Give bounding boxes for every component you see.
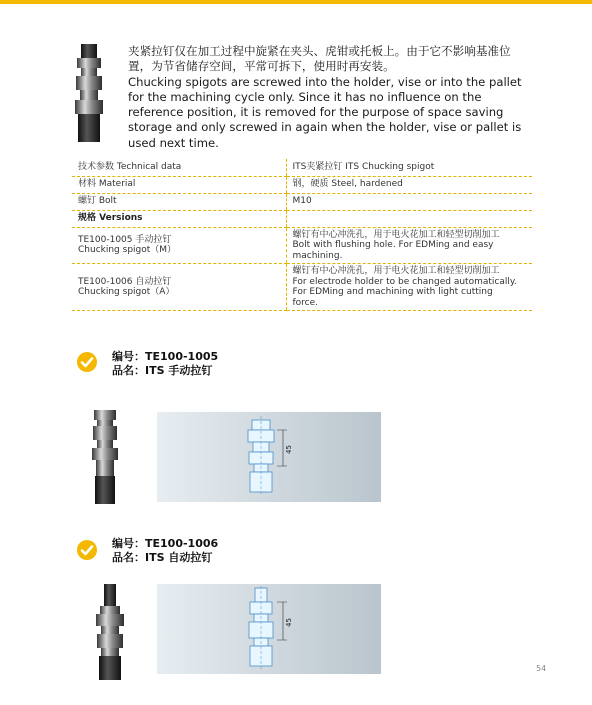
- spec-table: [72, 159, 532, 311]
- table-row: [72, 227, 532, 264]
- top-accent-bar: [0, 0, 592, 4]
- desc-line: machining.: [292, 250, 343, 261]
- product2-photo: [92, 584, 128, 680]
- version-desc: [286, 227, 532, 264]
- version-desc: [286, 264, 532, 311]
- technical-drawing: [157, 412, 381, 502]
- intro-line: storage and only screwed in again when the holder, vise or pallet is: [128, 120, 522, 135]
- table-row: [72, 159, 532, 176]
- table-row: [72, 193, 532, 210]
- dimension-label: 45: [285, 445, 293, 454]
- intro-line: reference position, it is removed for the purpose of space saving: [128, 105, 504, 120]
- table-row: [72, 210, 532, 227]
- desc-line: 螺钉有中心冲洗孔，用于电火花加工和轻型切削加工: [292, 266, 500, 276]
- desc-line: 螺钉有中心冲洗孔，用于电火花加工和轻型切削加工: [292, 229, 500, 240]
- product-name: 品名：ITS 手动拉钉: [112, 364, 213, 377]
- technical-drawing: [157, 584, 381, 674]
- version-type: Chucking spigot（A）: [78, 287, 175, 297]
- spec-value-empty: [286, 210, 532, 227]
- intro-line: used next time.: [128, 135, 219, 150]
- desc-line: Bolt with flushing hole. For EDMing and easy: [292, 240, 494, 250]
- product2-title: [112, 537, 218, 565]
- product-code: 编号：TE100-1005: [112, 350, 219, 363]
- intro-text: [128, 44, 548, 151]
- version-type: Chucking spigot（M）: [78, 245, 177, 256]
- check-circle-icon: [76, 539, 98, 561]
- version-code: TE100-1006 自动拉钉: [78, 276, 172, 287]
- intro-line: 夹紧拉钉仅在加工过程中旋紧在夹头、虎钳或托板上。由于它不影响基准位: [128, 44, 511, 58]
- check-circle-icon: [76, 351, 98, 373]
- version-code: TE100-1005 手动拉钉: [78, 234, 172, 245]
- product1-title: [112, 350, 218, 378]
- spec-label: 螺钉 Bolt: [72, 193, 286, 210]
- table-row: [72, 176, 532, 193]
- version-label: [72, 227, 286, 264]
- spec-label: 材料 Material: [72, 176, 286, 193]
- intro-line: Chucking spigots are screwed into the holder, vise or into the pallet: [128, 74, 522, 89]
- product-code: 编号：TE100-1006: [112, 537, 219, 550]
- product1-drawing: [157, 412, 381, 502]
- spec-label: 技术参数 Technical data: [72, 159, 286, 176]
- dimension-label: 45: [285, 618, 293, 627]
- desc-line: force.: [292, 297, 319, 308]
- product-name: 品名：ITS 自动拉钉: [112, 551, 213, 564]
- intro-line: for the machining cycle only. Since it has no influence on the: [128, 89, 482, 104]
- versions-header: 规格 Versions: [72, 210, 286, 227]
- page-number: 54: [536, 664, 547, 673]
- desc-line: For EDMing and machining with light cutting: [292, 287, 493, 297]
- spec-value: M10: [286, 193, 532, 210]
- intro-line: 置，为节省储存空间，平常可拆下，使用时再安装。: [128, 59, 395, 74]
- spigot-hero-image: [68, 44, 110, 144]
- table-row: [72, 264, 532, 311]
- spec-value: ITS夹紧拉钉 ITS Chucking spigot: [286, 159, 532, 176]
- version-label: [72, 264, 286, 311]
- product2-drawing: [157, 584, 381, 674]
- spec-value: 钢，硬质 Steel, hardened: [286, 176, 532, 193]
- desc-line: For electrode holder to be changed automatically.: [292, 276, 517, 287]
- product1-photo: [88, 410, 122, 504]
